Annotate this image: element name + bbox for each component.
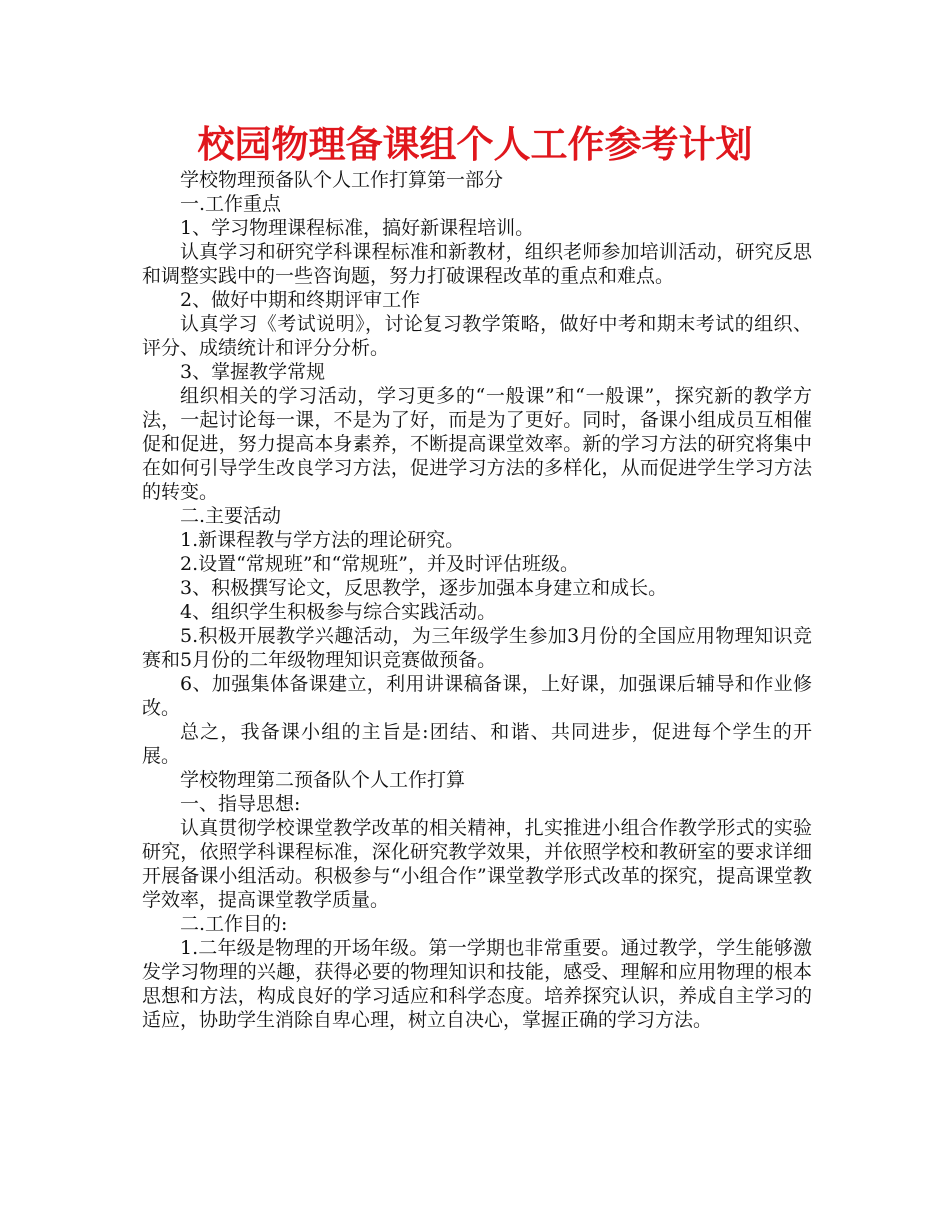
paragraph: 认真贯彻学校课堂教学改革的相关精神，扎实推进小组合作教学形式的实验研究，依照学科课程标准，深化研究教学效果，并依照学校和教研室的要求详细开展备课小组活动。积极参与“小组合作”课堂教学形式改革的探究，提高课堂教学效率，提高课堂教学质量。 bbox=[142, 817, 812, 911]
list-item: 4、组织学生积极参与综合实践活动。 bbox=[180, 601, 497, 623]
section-heading: 二.工作目的: bbox=[180, 913, 288, 935]
paragraph: 认真学习《考试说明》，讨论复习教学策略，做好中考和期末考试的组织、评分、成绩统计和评分分析。 bbox=[142, 313, 812, 359]
section-heading: 二.主要活动 bbox=[180, 505, 282, 527]
paragraph: 学校物理第二预备队个人工作打算 bbox=[180, 769, 466, 791]
paragraph: 总之，我备课小组的主旨是:团结、和谐、共同进步，促进每个学生的开展。 bbox=[142, 721, 812, 767]
section-heading: 一、指导思想: bbox=[180, 793, 301, 815]
section-heading: 一.工作重点 bbox=[180, 193, 282, 215]
paragraph: 认真学习和研究学科课程标准和新教材，组织老师参加培训活动，研究反思和调整实践中的一些咨询题，努力打破课程改革的重点和难点。 bbox=[142, 241, 812, 287]
paragraph: 组织相关的学习活动，学习更多的“一般课”和“一般课”，探究新的教学方法，一起讨论每一课，不是为了好，而是为了更好。同时，备课小组成员互相催促和促进，努力提高本身素养，不断提高课堂效率。新的学习方法的研究将集中在如何引导学生改良学习方法，促进学习方法的多样化，从而促进学生学习方法的转变。 bbox=[142, 385, 812, 503]
document-title: 校园物理备课组个人工作参考计划 bbox=[197, 123, 753, 166]
list-item: 1.新课程教与学方法的理论研究。 bbox=[180, 529, 465, 551]
paragraph: 1.二年级是物理的开场年级。第一学期也非常重要。通过教学，学生能够激发学习物理的兴趣，获得必要的物理知识和技能，感受、理解和应用物理的根本思想和方法，构成良好的学习适应和科学态度。培养探究认识，养成自主学习的适应，协助学生消除自卑心理，树立自决心，掌握正确的学习方法。 bbox=[142, 937, 812, 1031]
list-item: 6、加强集体备课建立，利用讲课稿备课，上好课，加强课后辅导和作业修改。 bbox=[142, 673, 812, 719]
subsection-heading: 1、学习物理课程标准，搞好新课程培训。 bbox=[180, 217, 535, 239]
list-item: 3、积极撰写论文，反思教学，逐步加强本身建立和成长。 bbox=[180, 577, 668, 599]
paragraph: 学校物理预备队个人工作打算第一部分 bbox=[180, 169, 504, 191]
subsection-heading: 3、掌握教学常规 bbox=[180, 361, 326, 383]
list-item: 5.积极开展教学兴趣活动，为三年级学生参加3月份的全国应用物理知识竞赛和5月份的二年级物理知识竞赛做预备。 bbox=[142, 625, 812, 671]
subsection-heading: 2、做好中期和终期评审工作 bbox=[180, 289, 421, 311]
document-body bbox=[142, 168, 812, 1032]
list-item: 2.设置“常规班”和“常规班”，并及时评估班级。 bbox=[180, 553, 579, 575]
